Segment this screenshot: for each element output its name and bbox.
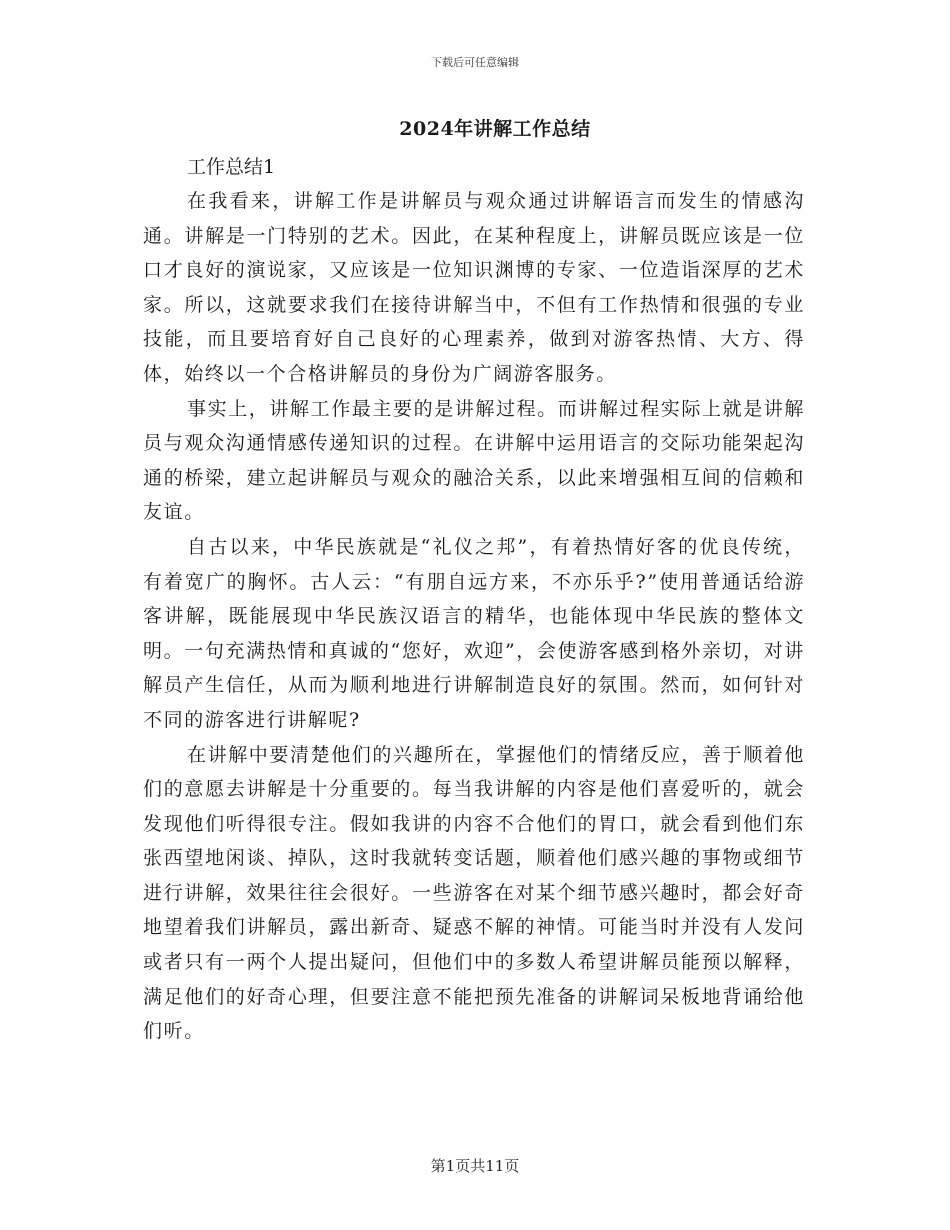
paragraph: 事实上，讲解工作最主要的是讲解过程。而讲解过程实际上就是讲解员与观众沟通情感传递知识的过程。在讲解中运用语言的交际功能架起沟通的桥梁，建立起讲解员与观众的融洽关系，以此来增强相互间的信赖和友谊。 <box>143 397 806 524</box>
paragraph: 在我看来，讲解工作是讲解员与观众通过讲解语言而发生的情感沟通。讲解是一门特别的艺术。因此，在某种程度上，讲解员既应该是一位口才良好的演说家，又应该是一位知识渊博的专家、一位造诣深厚的艺术家。所以，这就要求我们在接待讲解当中，不但有工作热情和很强的专业技能，而且要培育好自己良好的心理素养，做到对游客热情、大方、得体，始终以一个合格讲解员的身份为广阔游客服务。 <box>143 190 805 385</box>
document-body <box>143 150 805 1049</box>
paragraph: 在讲解中要清楚他们的兴趣所在，掌握他们的情绪反应，善于顺着他们的意愿去讲解是十分重要的。每当我讲解的内容是他们喜爱听的，就会发现他们听得很专注。假如我讲的内容不合他们的胃口，就会看到他们东张西望地闲谈、掉队，这时我就转变话题，顺着他们感兴趣的事物或细节进行讲解，效果往往会很好。一些游客在对某个细节感兴趣时，都会好奇地望着我们讲解员，露出新奇、疑惑不解的神情。可能当时并没有人发问或者只有一两个人提出疑问，但他们中的多数人希望讲解员能预以解释，满足他们的好奇心理，但要注意不能把预先准备的讲解词呆板地背诵给他们听。 <box>143 743 806 1043</box>
page-header-note: 下载后可任意编辑 <box>431 56 519 69</box>
page-number-footer: 第1页共11页 <box>430 1157 520 1175</box>
paragraph: 自古以来，中华民族就是“礼仪之邦”，有着热情好客的优良传统，有着宽广的胸怀。古人云：“有朋自远方来，不亦乐乎?”使用普通话给游客讲解，既能展现中华民族汉语言的精华，也能体现中华民族的整体文明。一句充满热情和真诚的“您好，欢迎”，会使游客感到格外亲切，对讲解员产生信任，从而为顺利地进行讲解制造良好的氛围。然而，如何针对不同的游客进行讲解呢? <box>143 535 805 731</box>
section-heading: 工作总结1 <box>187 156 276 178</box>
document-title: 2024年讲解工作总结 <box>399 118 591 140</box>
